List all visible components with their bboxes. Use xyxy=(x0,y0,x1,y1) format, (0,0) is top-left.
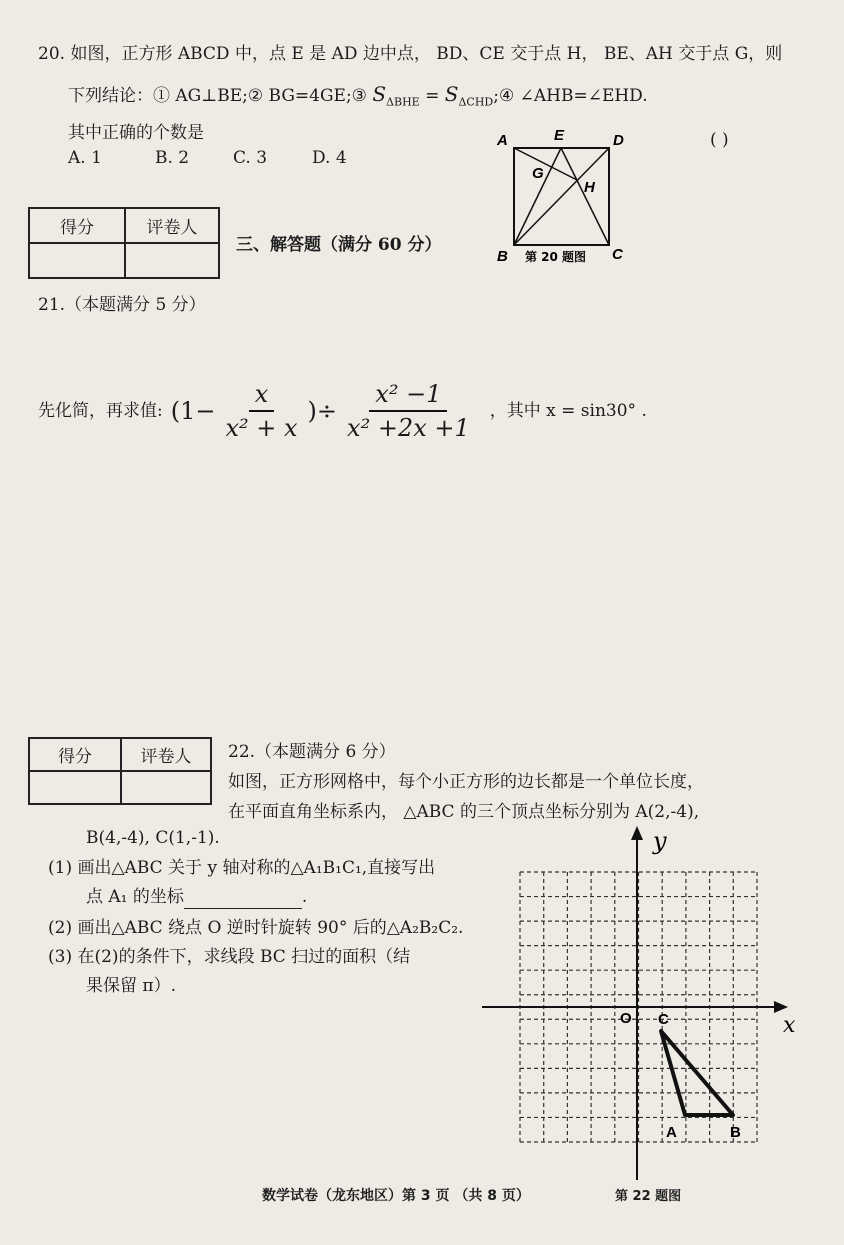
fig20-label-b: B xyxy=(497,248,508,265)
q22-line2: 在平面直角坐标系内， △ABC 的三个顶点坐标分别为 A(2,-4), xyxy=(228,802,700,822)
origin-label: O xyxy=(620,1010,632,1027)
score-table-1-col2: 评卷人 xyxy=(125,208,219,243)
score-table-2-col1: 得分 xyxy=(29,738,121,771)
q21-mid: )÷ xyxy=(307,397,338,425)
q21-f2-den: x² +2x +1 xyxy=(347,414,470,442)
y-axis-arrow-icon xyxy=(631,826,643,840)
q22-line1: 如图，正方形网格中，每个小正方形的边长都是一个单位长度， xyxy=(228,772,704,792)
segment-ce xyxy=(561,148,609,245)
q22-part1b-end: . xyxy=(301,887,308,907)
score-table-1 xyxy=(28,207,220,279)
q20-s1-sub: ΔBHE xyxy=(386,95,420,109)
fig20-label-a: A xyxy=(497,132,508,149)
q22-answer-blank[interactable] xyxy=(184,890,302,909)
fig20-label-g: G xyxy=(532,165,544,182)
axis-label-y: y xyxy=(653,827,667,855)
x-axis-arrow-icon xyxy=(774,1001,788,1013)
q22-line3: B(4,-4), C(1,-1). xyxy=(86,828,220,848)
axis-label-x: x xyxy=(783,1013,796,1038)
q22-part1a: (1) 画出△ABC 关于 y 轴对称的△A₁B₁C₁,直接写出 xyxy=(48,858,436,878)
q22-part1b xyxy=(86,885,307,909)
q22-figure-caption: 第 22 题图 xyxy=(615,1189,682,1204)
page-footer: 数学试卷（龙东地区）第 3 页 （共 8 页） xyxy=(262,1188,530,1204)
q20-line2-suffix: ;④ ∠AHB=∠EHD. xyxy=(493,86,648,106)
score-table-2-col2: 评卷人 xyxy=(121,738,211,771)
q20-option-a: A. 1 xyxy=(68,148,102,168)
point-a-label: A xyxy=(666,1124,677,1141)
q21-f1-den: x² + x xyxy=(225,414,298,442)
q20-option-b: B. 2 xyxy=(155,148,190,168)
q20-eq: = xyxy=(425,86,440,106)
q20-s2-sub: ΔCHD xyxy=(458,95,494,109)
q21-suffix: ，其中 x = sin30° . xyxy=(489,401,647,421)
q20-figure xyxy=(490,122,640,267)
q21-open: (1− xyxy=(170,397,216,425)
score-table-2 xyxy=(28,737,212,805)
q21-fraction-2 xyxy=(341,380,476,442)
q22-part1b-text: 点 A₁ 的坐标 xyxy=(86,887,184,907)
q20-option-c: C. 3 xyxy=(233,148,268,168)
q21-prefix: 先化简，再求值: xyxy=(38,401,163,421)
score-table-2-score-cell[interactable] xyxy=(29,771,121,804)
q20-option-d: D. 4 xyxy=(312,148,347,168)
q22-figure xyxy=(470,820,810,1190)
q21-title: 21.（本题满分 5 分） xyxy=(38,295,206,315)
segment-be xyxy=(514,148,561,245)
fig20-caption: 第 20 题图 xyxy=(525,250,587,264)
fig20-label-c: C xyxy=(612,246,623,263)
section-3-heading: 三、解答题（满分 60 分） xyxy=(236,235,442,255)
diagonal-bd xyxy=(514,148,609,245)
segment-ah xyxy=(514,148,577,180)
q22-title: 22.（本题满分 6 分） xyxy=(228,742,396,762)
q20-line1: 20. 如图，正方形 ABCD 中，点 E 是 AD 边中点， BD、CE 交于点 H， BE、AH 交于点 G，则 xyxy=(38,44,783,64)
score-table-1-score-cell[interactable] xyxy=(29,243,125,278)
q20-line2-prefix: 下列结论：① AG⊥BE;② BG=4GE;③ xyxy=(68,86,367,106)
q20-answer-paren: ( ) xyxy=(710,130,729,150)
q20-s1: S xyxy=(372,82,387,106)
fig20-label-e: E xyxy=(554,127,565,144)
fig20-label-d: D xyxy=(613,132,624,149)
q22-part3b: 果保留 π）. xyxy=(86,976,176,996)
q21-expression xyxy=(38,380,647,442)
q20-line2 xyxy=(68,82,648,114)
score-table-2-grader-cell[interactable] xyxy=(121,771,211,804)
q20-s2: S xyxy=(444,82,459,106)
point-b-label: B xyxy=(730,1124,741,1141)
q21-f1-num: x xyxy=(249,380,275,412)
fig20-label-h: H xyxy=(584,179,595,196)
q21-fraction-1 xyxy=(219,380,303,442)
q22-part3a: (3) 在(2)的条件下，求线段 BC 扫过的面积（结 xyxy=(48,947,411,967)
q22-part2: (2) 画出△ABC 绕点 O 逆时针旋转 90° 后的△A₂B₂C₂. xyxy=(48,918,464,938)
q20-line3: 其中正确的个数是 xyxy=(68,123,204,143)
q21-f2-num: x² −1 xyxy=(369,380,447,412)
point-c-label: C xyxy=(658,1011,669,1028)
score-table-1-col1: 得分 xyxy=(29,208,125,243)
score-table-1-grader-cell[interactable] xyxy=(125,243,219,278)
